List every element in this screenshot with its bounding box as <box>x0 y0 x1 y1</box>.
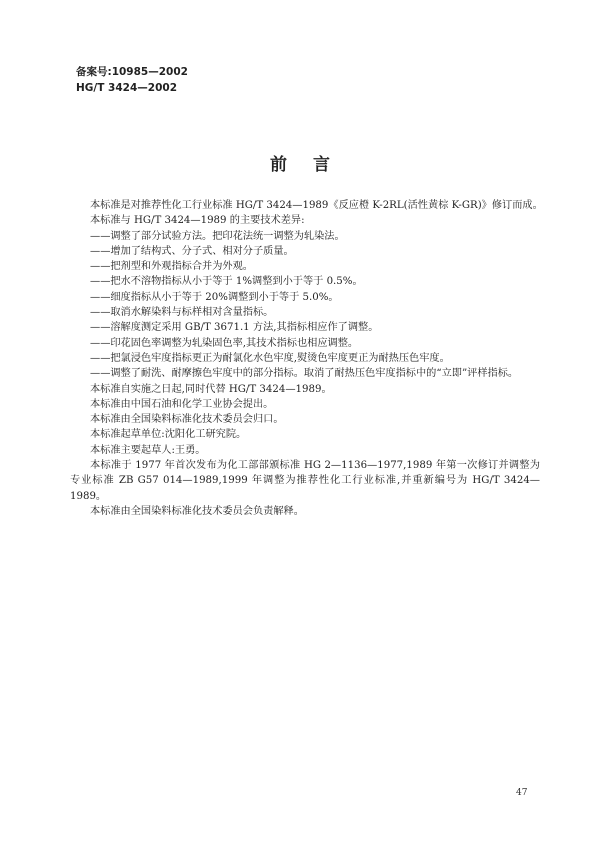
foreword-body <box>70 198 543 519</box>
paragraph-proposer: 本标准由中国石油和化学工业协会提出。 <box>90 398 274 410</box>
paragraph-replacement: 本标准自实施之日起,同时代替 HG/T 3424—1989。 <box>90 383 332 395</box>
difference-item: ——把水不溶物指标从小于等于 1%调整到小于等于 0.5%。 <box>90 276 363 288</box>
difference-item: ——取消水解染料与标样相对含量指标。 <box>90 307 274 319</box>
paragraph-centralized: 本标准由全国染料标准化技术委员会归口。 <box>90 414 284 426</box>
difference-item: ——溶解度测定采用 GB/T 3671.1 方法,其指标相应作了调整。 <box>90 322 379 334</box>
difference-item: ——细度指标从小于等于 20%调整到小于等于 5.0%。 <box>90 291 339 303</box>
paragraph-drafting-unit: 本标准起草单位:沈阳化工研究院。 <box>90 429 247 441</box>
paragraph-drafters: 本标准主要起草人:王勇。 <box>90 444 206 456</box>
difference-item: ——把剂型和外观指标合并为外观。 <box>90 261 253 273</box>
record-number: 备案号:10985—2002 <box>76 66 188 78</box>
paragraph-interpretation: 本标准由全国染料标准化技术委员会负责解释。 <box>90 505 304 517</box>
page-title: 前言 <box>270 155 356 175</box>
difference-item: ——调整了耐洗、耐摩擦色牢度中的部分指标。取消了耐热压色牢度指标中的“立即”评样指标。 <box>90 368 519 380</box>
paragraph-intro: 本标准是对推荐性化工行业标准 HG/T 3424—1989《反应橙 K-2RL(活性黄棕 K-GR)》修订而成。 <box>90 200 543 211</box>
paragraph-differences-heading: 本标准与 HG/T 3424—1989 的主要技术差异: <box>90 215 305 227</box>
difference-item: ——把氯浸色牢度指标更正为耐氯化水色牢度,熨烫色牢度更正为耐热压色牢度。 <box>90 352 450 364</box>
difference-item: ——增加了结构式、分子式、相对分子质量。 <box>90 245 294 257</box>
difference-item: ——印花固色率调整为轧染固色率,其技术指标也相应调整。 <box>90 337 359 349</box>
standard-code: HG/T 3424—2002 <box>76 82 178 94</box>
document-header <box>76 64 188 96</box>
difference-item: ——调整了部分试验方法。把印花法统一调整为轧染法。 <box>90 230 345 242</box>
page-number: 47 <box>516 788 528 798</box>
paragraph-history: 本标准于 1977 年首次发布为化工部部颁标准 HG 2—1136—1977,1989 年第一次修订并调整为专业标准 ZB G57 014—1989,1999 年调整为推荐性化工行业标准,并重新编号为 HG/T 3424—1989。 <box>70 460 540 502</box>
